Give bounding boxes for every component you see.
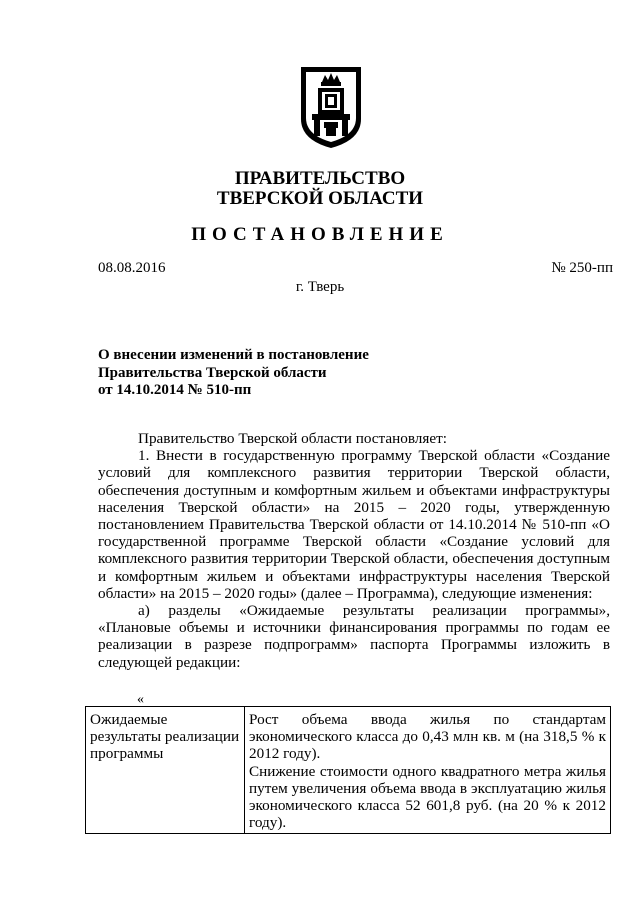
document-body [98, 430, 610, 671]
body-paragraph-item-a: а) разделы «Ожидаемые результаты реализации программы», «Плановые объемы и источники финансирования программы по годам ее реализации в разрезе подпрограмм» паспорта Программы изложить в следующей редакции: [98, 602, 610, 671]
tver-coat-of-arms-icon [298, 64, 364, 150]
table-cell-paragraph-1: Рост объема ввода жилья по стандартам экономического класса до 0,43 млн кв. м (на 318,5 % к 2012 году). [249, 711, 606, 763]
document-number: № 250-пп [551, 260, 613, 276]
document-subject [98, 347, 369, 400]
org-name-line1: ПРАВИТЕЛЬСТВО [234, 168, 406, 189]
subject-line-2: Правительства Тверской области [98, 364, 327, 381]
table-cell-paragraph-2: Снижение стоимости одного квадратного метра жилья путем увеличения объема ввода в эксплуатацию жилья экономического класса 52 601,8 руб. (на 20 % к 2012 году). [249, 762, 606, 832]
table-cell-label: Ожидаемые результаты реализации программы [86, 707, 245, 834]
table-row [86, 707, 611, 834]
document-type: ПОСТАНОВЛЕНИЕ [191, 224, 449, 245]
table-cell-value [245, 707, 611, 834]
org-name-line2: ТВЕРСКОЙ ОБЛАСТИ [216, 188, 424, 209]
subject-line-3: от 14.10.2014 № 510-пп [98, 382, 252, 398]
document-city: г. Тверь [295, 279, 345, 295]
document-date: 08.08.2016 [98, 260, 166, 276]
passport-table [85, 706, 611, 834]
open-quote: « [137, 692, 144, 707]
body-paragraph-item-1: 1. Внести в государственную программу Тверской области «Создание условий для комплексного развития территории Тверской области, обеспечения доступным и комфортным жильем и объектами инфраструктуры населения Тверской области» на 2015 – 2020 годы, утвержденную постановлением Правительства Тверской области от 14.10.2014 № 510-пп «О государственной программе Тверской области «Создание условий для комплексного развития территории Тверской области, обеспечения доступным и комфортным жильем и объектами инфраструктуры населения Тверской области» на 2015 – 2020 годы» (далее – Программа), следующие изменения: [98, 447, 610, 602]
body-paragraph-intro: Правительство Тверской области постановляет: [138, 430, 447, 447]
subject-line-1: О внесении изменений в постановление [98, 347, 369, 363]
